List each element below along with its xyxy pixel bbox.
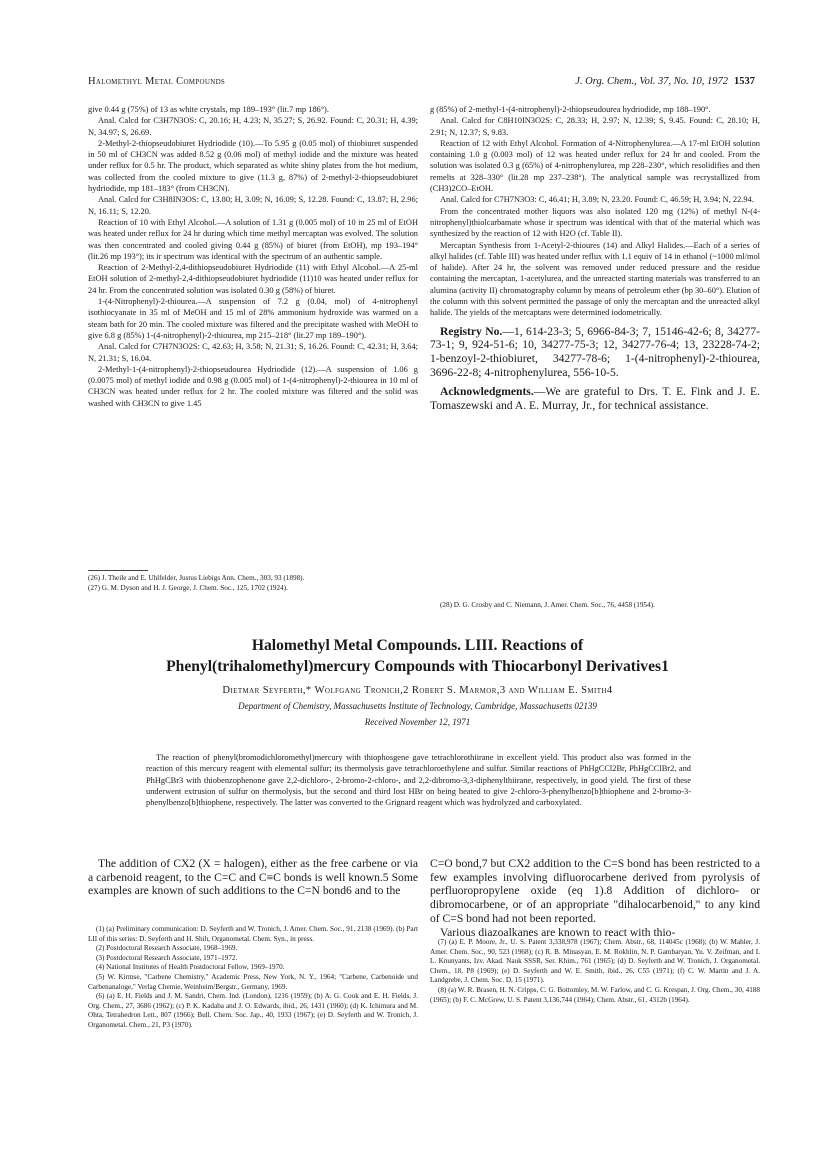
journal-name: J. Org. Chem., Vol. 37, No. 10, 1972 <box>575 76 728 87</box>
paragraph: Anal. Calcd for C7H7N3O2S: C, 42.63; H, 3.58; N, 21.31; S, 16.26. Found: C, 42.31; H, 3.64; N, 21.31; S, 16.04. <box>88 342 418 363</box>
paragraph: C=O bond,7 but CX2 addition to the C=S bond has been restricted to a few examples involving difluorocarbene derived from pyrolysis of perfluoropropylene oxide (eq 1).8 Addition of dichloro- or dibromocarbene, or of an appropriate "dihalocarbenoid," to any kind of C=S bond had not been reported. <box>430 857 760 925</box>
footnote: (28) D. G. Crosby and C. Niemann, J. Amer. Chem. Soc., 76, 4458 (1954). <box>440 601 655 609</box>
paragraph: Reaction of 2-Methyl-2,4-dithiopseudobiuret Hydriodide (11) with Ethyl Alcohol.—A 25-ml EtOH solution of 2-methyl-2,4-dithiopseudobiuret hydriodide (11)10 was heated under reflux for 24 hr. From the concentrated solution was isolated 0.30 g (58%) of biuret. <box>88 263 418 295</box>
running-head <box>88 76 755 92</box>
footnote: (5) W. Kirmse, "Carbene Chemistry," Academic Press, New York, N. Y., 1964; "Carbene, Carbenoide und Carbenanaloge," Verlag Chemie, Weinheim/Bergstr., Germany, 1969. <box>88 972 418 991</box>
footnotes-body-right <box>430 938 760 1005</box>
journal-citation <box>575 76 755 87</box>
paragraph: From the concentrated mother liquors was also isolated 120 mg (12%) of methyl N-(4-nitrophenyl)thiolcarbamate whose ir spectrum was identical with that of the material which was synthesized by the reaction of 12 with H2O (cf. Table II). <box>430 206 760 239</box>
paragraph: 1-(4-Nitrophenyl)-2-thiourea.—A suspension of 7.2 g (0.04, mol) of 4-nitrophenyl isothiocyanate in 35 ml of MeOH and 15 ml of 28% ammonium hydroxide was warmed on a steam bath for 20 min. The cooled mixture was filtered and the precipitate washed with MeOH to give 6.8 g (85%) 1-(4-nitrophenyl)-2-thiourea, mp 215–218° (lit.27 mp 189–190°). <box>88 297 418 340</box>
footnote: (4) National Institutes of Health Postdoctoral Fellow, 1969–1970. <box>96 963 285 972</box>
paragraph: Anal. Calcd for C8H10IN3O2S: C, 28.33; H, 2.97; N, 12.39; S, 9.45. Found: C, 28.10; H, 2.91; N, 12.37; S, 9.83. <box>430 116 760 137</box>
title-line: Halomethyl Metal Compounds. LIII. Reactions of <box>251 637 584 654</box>
paragraph: 2-Methyl-2-thiopseudobiuret Hydriodide (10).—To 5.95 g (0.05 mol) of thiobiuret suspended in 50 ml of CH3CN was added 8.52 g (0.06 mol) of methyl iodide and the mixture was heated under reflux for 0.5 hr. The product, which separated as white shiny plates from the hot medium, was collected from the cooled mixture to give (11.3 g, 87%) of 2-methyl-2-thiopseudobiuret hydriodide, mp 181–183° (from CH3CN). <box>88 138 418 194</box>
page-number: 1537 <box>734 76 755 87</box>
footnotes-left <box>88 574 418 594</box>
footnote: (2) Postdoctoral Research Associate, 1968–1969. <box>96 944 238 953</box>
footnote: (26) J. Theile and E. Uhlfelder, Justus Liebigs Ann. Chem., 303, 93 (1898). <box>88 574 305 582</box>
title-line: Phenyl(trihalomethyl)mercury Compounds with Thiocarbonyl Derivatives1 <box>166 658 669 675</box>
experimental-left-column <box>88 104 418 409</box>
authors: Dietmar Seyferth,* Wolfgang Tronich,2 Robert S. Marmor,3 and William E. Smith4 <box>222 685 613 696</box>
footnote: (27) G. M. Dyson and H. J. George, J. Chem. Soc., 125, 1702 (1924). <box>88 583 288 592</box>
article-title <box>80 635 755 677</box>
paragraph: give 0.44 g (75%) of 13 as white crystals, mp 189–193° (lit.7 mp 186°). <box>88 105 329 114</box>
body-text-left: The addition of CX2 (X = halogen), either as the free carbene or via a carbenoid reagent, to the C=C and C≡C bonds is well known.5 Some examples are known of such additions to the C=N bond6 and to the <box>88 857 418 898</box>
acknowledgments <box>430 385 760 412</box>
article-header <box>80 635 755 727</box>
abstract: The reaction of phenyl(bromodichloromethyl)mercury with thiophosgene gave tetrachlorothiirane in excellent yield. This product also was formed in the reaction of this mercury reagent with elemental sulfur; its thermolysis gave tetrachloroethylene and sulfur. Similar reactions of PhHgCCl2Br, PhHgCClBr2, and PhHgCBr3 with thiobenzophenone gave 2,2-dichloro-, 2-bromo-2-chloro-, and 2,2-dibromo-3,3-diphenylthiirane, respectively, in good yield. The first of these underwent extrusion of sulfur on thermolysis, but the second and third lost HBr on being heated to give 2-chloro-3-phenylbenzo[b]thiophene and 2-bromo-3-phenylbenzo[b]thiophene, respectively. The latter was converted to the Grignard reagent which was hydrolyzed and carboxylated. <box>146 753 691 808</box>
registry-numbers <box>430 325 760 380</box>
acknowledgments-text: —We are grateful to Drs. T. E. Fink and J. E. Tomaszewski and A. E. Murray, Jr., for technical assistance. <box>430 385 760 413</box>
received-date: Received November 12, 1971 <box>364 717 471 727</box>
paragraph: 2-Methyl-1-(4-nitrophenyl)-2-thiopseudourea Hydriodide (12).—A suspension of 1.06 g (0.0075 mol) of methyl iodide and 0.98 g (0.005 mol) of 1-(4-nitrophenyl)-2-thiourea in 10 ml of CH3CN was heated under reflux for 2 hr. The cooled mixture was filtered and the solid was washed with CH3CN to give 1.45 <box>88 364 418 408</box>
footnote: (1) (a) Preliminary communication: D. Seyferth and W. Tronich, J. Amer. Chem. Soc., 91, 2138 (1969). (b) Part LII of this series: D. Seyferth and H. Shih, Organometal. Chem. Syn., in press. <box>88 925 418 943</box>
paragraph: Mercaptan Synthesis from 1-Acetyl-2-thioures (14) and Alkyl Halides.—Each of a series of alkyl halides (cf. Table III) was heated under reflux with 1.1 equiv of 14 in ethanol (~1000 ml/mol of halide). After 24 hr, the solvent was removed under reduced pressure and the residue containing the mercaptan, 1-acetylurea, and the unreacted starting materials was transferred to an alumina (activity II) chromatography column by means of petroleum ether (bp 30–60°). Elution of the column with this solvent permitted the passage of only the mercaptan and the unreacted alkyl halide. The yields of the mercaptans were determined iodometrically. <box>430 240 760 318</box>
paragraph: g (85%) of 2-methyl-1-(4-nitrophenyl)-2-thiopseudourea hydriodide, mp 188–190°. <box>430 105 711 114</box>
paragraph: Anal. Calcd for C7H7N3O3: C, 46.41; H, 3.89; N, 23.20. Found: C, 46.59; H, 3.94; N, 22.94. <box>440 195 754 205</box>
footnote-rule <box>88 570 148 571</box>
paragraph: Various diazoalkanes are known to react with thio- <box>440 925 676 939</box>
running-title: Halomethyl Metal Compounds <box>88 76 226 87</box>
footnote: (7) (a) E. P. Moore, Jr., U. S. Patent 3,338,978 (1967); Chem. Abstr., 68, 114045c (1968); (b) W. Mahler, J. Amer. Chem. Soc., 90, 523 (1968); (c) R. B. Minasyan, E. M. Rokhlin, N. P. Gambaryan, Yu. V. Zeifman, and I. L. Knunyants, Izv. Akad. Nauk SSSR, Ser. Khim., 761 (1965); (d) D. Seyferth and W. Tronich, J. Organometal. Chem., 18, P8 (1969); (e) D. Seyferth and W. E. Smith, ibid., 26, C55 (1971); (f) C. W. Martin and J. A. Landgrebe, J. Chem. Soc. D, 15 (1971). <box>430 938 760 985</box>
footnote: (6) (a) E. H. Fields and J. M. Sandri, Chem. Ind. (London), 1216 (1959); (b) A. G. Cook and E. H. Fields, J. Org. Chem., 27, 3686 (1962); (c) P. K. Kadaba and J. O. Edwards, ibid., 26, 1431 (1960); (d) K. Ichimura and M. Ohta, Tetrahedron Lett., 807 (1966); Bull. Chem. Soc. Jap., 40, 1933 (1967); (e) D. Seyferth and W. Tronich, J. Organometal. Chem., 21, P3 (1970). <box>88 992 418 1029</box>
registry-text: —1, 614-23-3; 5, 6966-84-3; 7, 15146-42-6; 8, 34277-73-1; 9, 924-51-6; 10, 34277-75-3; 12, 34277-76-4; 13, 23228-74-2; 1-benzoyl-2-thiobiuret, 34277-78-6; 1-(4-nitrophenyl)-2-thiourea, 3696-22-8; 4-nitrophenylurea, 556-10-5. <box>430 324 760 379</box>
footnote: (3) Postdoctoral Research Associate, 1971–1972. <box>96 953 238 962</box>
footnotes-body-left <box>88 925 418 1031</box>
body-text-right <box>430 857 760 939</box>
registry-label: Registry No. <box>440 324 503 338</box>
acknowledgments-label: Acknowledgments. <box>440 385 534 399</box>
affiliation: Department of Chemistry, Massachusetts Institute of Technology, Cambridge, Massachusetts 02139 <box>238 701 597 711</box>
experimental-right-column <box>430 104 760 413</box>
paragraph: Reaction of 12 with Ethyl Alcohol. Formation of 4-Nitrophenylurea.—A 17-ml EtOH solution containing 1.0 g (0.003 mol) of 12 was heated under reflux for 24 hr and cooled. From the solution was isolated 0.3 g (65%) of 4-nitrophenylurea, mp 228–230°, which resolidifies and then remelts at 328–330° (lit.28 mp 237–238°). The analytical sample was recrystallized from (CH3)2CO–EtOH. <box>430 138 760 194</box>
paragraph: Reaction of 10 with Ethyl Alcohol.—A solution of 1.31 g (0.005 mol) of 10 in 25 ml of EtOH was heated under reflux for 24 hr during which time methyl mercaptan was evolved. The solution was then concentrated and cooled giving 0.44 g (85%) of biuret (from EtOH), mp 193–194° (lit.26 mp 193°); its ir spectrum was identical with the spectrum of an authentic sample. <box>88 217 418 261</box>
paragraph: Anal. Calcd for C3H8IN3OS: C, 13.80; H, 3.09; N, 16.09; S, 12.28. Found: C, 13.87; H, 2.96; N, 16.11; S, 12.20. <box>88 195 418 216</box>
paragraph: Anal. Calcd for C3H7N3OS: C, 20.16; H, 4.23; N, 35.27; S, 26.92. Found: C, 20.31; H, 4.39; N, 34.97; S, 26.69. <box>88 116 418 137</box>
footnote: (8) (a) W. R. Brasen, H. N. Cripps, C. G. Bottomley, M. W. Farlow, and C. G. Krespan, J. Org. Chem., 30, 4188 (1965); (b) F. C. McGrew, U. S. Patent 3,136,744 (1964); Chem. Abstr., 61, 4312b (1964). <box>430 985 760 1004</box>
